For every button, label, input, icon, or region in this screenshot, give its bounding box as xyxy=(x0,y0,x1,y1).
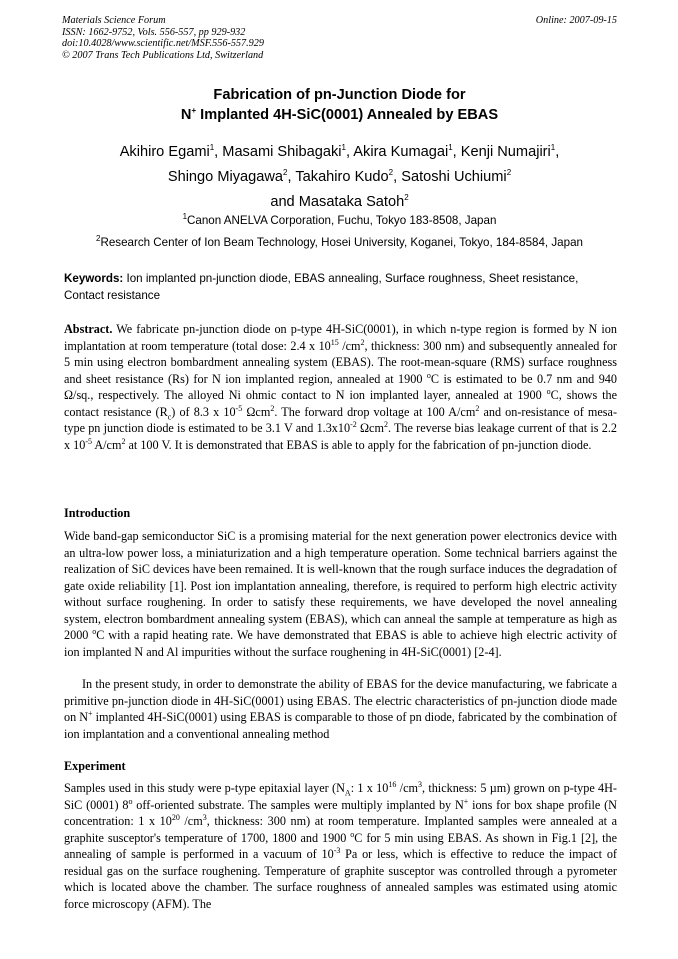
superscript: 2 xyxy=(270,403,275,413)
superscript: 20 xyxy=(171,812,180,822)
subscript: c xyxy=(167,411,172,421)
text-run: C, shows the contact resistance (R xyxy=(64,388,617,419)
keywords xyxy=(64,271,617,304)
text-run: Ωcm xyxy=(242,404,271,419)
superscript: 2 xyxy=(475,403,480,413)
authors-and: and xyxy=(270,194,295,210)
author-aff: 1 xyxy=(550,143,556,153)
journal-header xyxy=(62,15,617,61)
copyright-line: © 2007 Trans Tech Publications Ltd, Switzerland xyxy=(62,49,264,61)
author-line-1: Akihiro Egami$^1$, Masami Shibagaki$^1$, Akira Kumagai$^1$, Kenji Numajiri$^1$, xyxy=(119,143,560,160)
experiment-paragraph-1 xyxy=(64,780,617,912)
author-aff: 2 xyxy=(404,193,409,203)
author-name: Satoshi Uchiumi xyxy=(401,169,507,185)
title-n: N xyxy=(180,107,192,123)
text-run: off-oriented substrate. The samples were multiply implanted by N xyxy=(132,797,464,812)
text-run: A/cm xyxy=(92,437,122,452)
text-run: Samples used in this study were p-type epitaxial layer (N xyxy=(64,781,345,795)
text-run: In the present study, in order to demonstrate the ability of EBAS for the device manufacturing, we fabricate a primitive pn-junction diode in 4H-SiC(0001) using EBAS. The electric characteristics of pn-junction diode made on N xyxy=(64,677,617,724)
author-aff: 1 xyxy=(448,143,453,153)
text-run: ) of 8.3 x 10 xyxy=(171,404,236,419)
text-run: implanted 4H-SiC(0001) using EBAS is comparable to those of pn diode, fabricated by the combination of ion implantation and a conventional annealing method xyxy=(64,710,617,741)
text-run: at 100 V. It is demonstrated that EBAS is able to apply for the fabrication of pn-junction diode. xyxy=(125,437,592,452)
text-run: C with a rapid heating rate. We have demonstrated that EBAS is able to achieve high electric activity of ion implanted N and Al impurities without the surface roughening in 4H-SiC(0001) [2-4]. xyxy=(64,628,617,659)
affiliation-2 xyxy=(62,236,617,249)
abstract-body xyxy=(64,322,617,452)
text-run: , thickness: 5 µm) grown on p-type 4H-SiC (0001) 8 xyxy=(64,781,617,812)
author-name: Masataka Satoh xyxy=(298,194,405,210)
subscript: A xyxy=(344,788,351,798)
text-run: We fabricate pn-junction diode on p-type 4H-SiC(0001), in which n-type region is formed by N ion implantation at room temperature (total dose: 2.4 x 10 xyxy=(64,322,617,353)
author-name: Akihiro Egami xyxy=(119,144,210,160)
introduction-paragraph-2 xyxy=(64,676,617,742)
superscript: -3 xyxy=(333,845,341,855)
superscript: o xyxy=(546,386,551,396)
keywords-text: Ion implanted pn-junction diode, EBAS annealing, Surface roughness, Sheet resistance, Contact resistance xyxy=(64,272,579,302)
superscript: o xyxy=(92,626,97,636)
author-aff: 2 xyxy=(506,168,512,178)
text-run: /cm xyxy=(396,781,418,795)
text-run: C is estimated to be 0.7 nm and 940 Ω/sq., respectively. The alloyed Ni ohmic contact to N ion implanted layer, annealed at 1900 xyxy=(64,371,617,402)
affiliation-text: Canon ANELVA Corporation, Fuchu, Tokyo 183-8508, Japan xyxy=(187,214,497,227)
text-run: Pa or less, which is effective to reduce the impact of residual gas on the surface roughening. Temperature of graphite susceptor was controlled through a pyrometer which is located above the chamber. The surface roughness of annealed samples was estimated using atomic force microscopy (AFM). The xyxy=(64,847,617,911)
superscript: 3 xyxy=(417,779,422,789)
keywords-label: Keywords: xyxy=(64,272,124,285)
superscript: o xyxy=(128,796,133,806)
text-run: ions for box shape profile (N concentration: 1 x 10 xyxy=(64,797,617,828)
paper-title xyxy=(62,85,617,125)
text-run: . The forward drop voltage at 100 A/cm xyxy=(274,404,476,419)
text-run: /cm xyxy=(179,814,203,828)
text-run: . The reverse bias leakage current of that is 2.2 x 10 xyxy=(64,421,617,452)
superscript: 2 xyxy=(383,419,388,429)
superscript: 2 xyxy=(360,337,365,347)
author-name: Takahiro Kudo xyxy=(295,169,389,185)
title-line-1: Fabrication of pn-Junction Diode for xyxy=(213,87,466,103)
journal-name: Materials Science Forum xyxy=(62,15,166,26)
affiliation-1 xyxy=(62,214,617,227)
issn-line: ISSN: 1662-9752, Vols. 556-557, pp 929-932 xyxy=(62,26,246,38)
text-run: , thickness: 300 nm) and subsequently annealed for 5 min using electron bombardment annealing system (EBAS). The root-mean-square (RMS) surface roughness and sheet resistance (Rs) for N ion implanted region, annealed at 1900 xyxy=(64,338,617,386)
title-plus: + xyxy=(191,106,197,116)
text-run: : 1 x 10 xyxy=(350,781,389,795)
online-date: Online: 2007-09-15 xyxy=(535,15,617,26)
experiment-heading: Experiment xyxy=(64,759,126,773)
author-line-2: Shingo Miyagawa$^2$, Takahiro Kudo$^2$, Satoshi Uchiumi$^2$ xyxy=(167,168,512,185)
affiliation-text: Research Center of Ion Beam Technology, Hosei University, Koganei, Tokyo, 184-8584, Japan xyxy=(100,236,583,249)
title-line-2 xyxy=(62,105,617,125)
text-run: , thickness: 300 nm) at room temperature. Implanted samples were annealed at a graphite susceptor's temperature of 1700, 1800 and 1900 xyxy=(64,814,617,845)
text-run: /cm xyxy=(338,338,361,353)
introduction-heading: Introduction xyxy=(64,506,131,520)
superscript: 16 xyxy=(388,779,397,789)
superscript: 15 xyxy=(330,337,339,347)
author-name: Masami Shibagaki xyxy=(222,144,342,160)
superscript: + xyxy=(463,796,469,806)
superscript: -5 xyxy=(235,403,243,413)
introduction-paragraph-1 xyxy=(64,528,617,660)
title-rest: Implanted 4H-SiC(0001) Annealed by EBAS xyxy=(196,107,499,123)
author-line-3 xyxy=(62,190,617,215)
affiliation-num: 1 xyxy=(182,212,188,222)
abstract-label: Abstract. xyxy=(64,322,113,336)
author-aff: 2 xyxy=(388,168,394,178)
text-run: Ωcm xyxy=(356,421,384,435)
author-aff: 1 xyxy=(209,143,215,153)
text-run: and on-resistance of mesa-type pn junction diode is estimated to be 3.1 V and 1.3x10 xyxy=(64,404,617,435)
superscript: 3 xyxy=(202,812,207,822)
author-list xyxy=(62,140,617,215)
doi-line: doi:10.4028/www.scientific.net/MSF.556-557.929 xyxy=(62,38,264,50)
author-name: Shingo Miyagawa xyxy=(167,169,284,185)
author-aff: 1 xyxy=(341,143,346,153)
superscript: + xyxy=(88,708,93,718)
text-run: C for 5 min using EBAS. As shown in Fig.1 [2], the annealing of sample is performed in a vacuum of 10 xyxy=(64,830,617,861)
superscript: -5 xyxy=(85,436,92,446)
superscript: o xyxy=(426,370,431,380)
author-aff: 2 xyxy=(283,168,288,178)
text-run: Wide band-gap semiconductor SiC is a promising material for the next generation power electronics device with an ultra-low power loss, a miniaturization and a high temperature operation. Some technical barriers against the realization of SiC devices have been remained. It is well-known that the rough surface induces the degradation of gate oxide reliability [1]. Post ion implantation annealing, therefore, is required to perform high electric activity without surface roughening. In order to satisfy these requirements, we have developed the novel annealing system, electron bombardment annealing system (EBAS), which can anneal the sample at temperature as high as 2000 xyxy=(64,529,617,642)
abstract xyxy=(64,321,617,453)
author-name: Akira Kumagai xyxy=(353,144,449,160)
superscript: 2 xyxy=(121,436,126,446)
superscript: -2 xyxy=(350,419,357,429)
author-name: Kenji Numajiri xyxy=(460,144,551,160)
affiliation-num: 2 xyxy=(96,234,101,244)
superscript: o xyxy=(350,829,355,839)
